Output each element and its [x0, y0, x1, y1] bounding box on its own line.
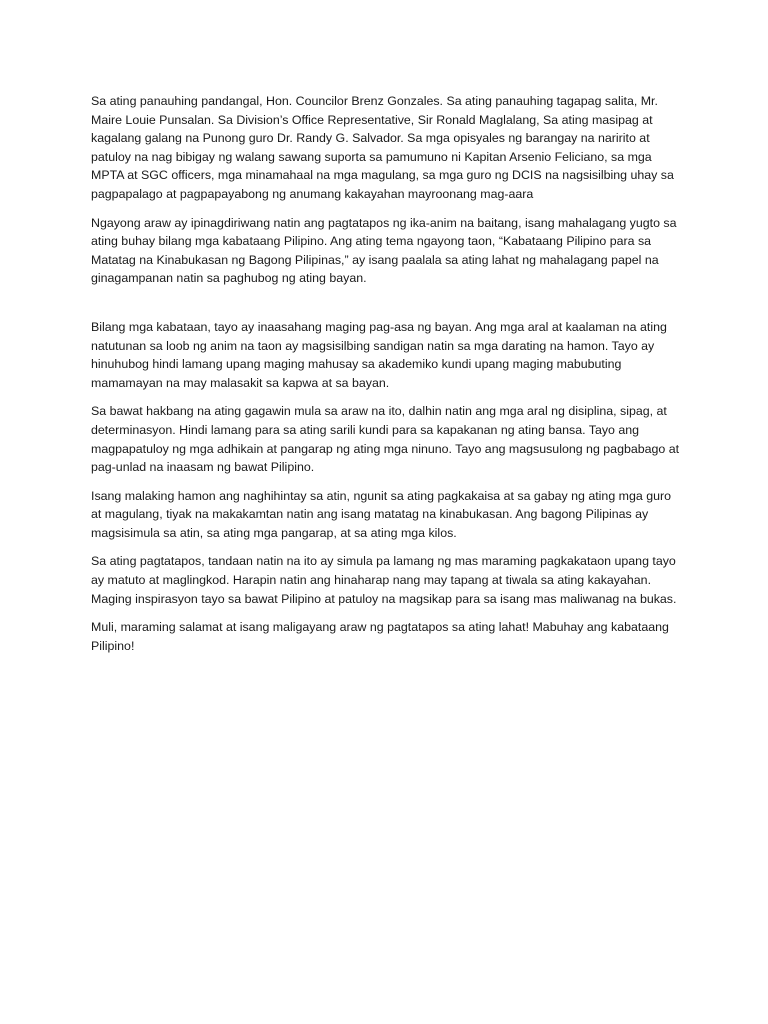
paragraph-beginning: Sa ating pagtatapos, tandaan natin na ito ay simula pa lamang ng mas maraming pagkakataon upang tayo ay matuto at maglingkod. Harapin natin ang hinaharap nang may tapang at tiwala sa ating kakayahan. Maging inspirasyon tayo sa bawat Pilipino at patuloy na magsikap para sa isang mas maliwanag na bukas. — [91, 554, 677, 606]
document-body — [91, 92, 681, 665]
paragraph-youth-hope: Bilang mga kabataan, tayo ay inaasahang maging pag-asa ng bayan. Ang mga aral at kaalaman na ating natutunan sa loob ng anim na taon ay magsisilbing sandigan natin sa mga darating na hamon. Tayo ay hinuhubog hindi lamang upang maging mahusay sa akademiko kundi upang maging mabubuting mamamayan na may malasakit sa kapwa at sa bayan. — [91, 319, 667, 390]
paragraph-challenge: Isang malaking hamon ang naghihintay sa atin, ngunit sa ating pagkakaisa at sa gabay ng ating mga guro at magulang, tiyak na makakamtan natin ang isang matatag na kinabukasan. Ang bagong Pilipinas ay magsisimula sa atin, sa ating mga pangarap, at sa ating mga kilos. — [91, 488, 672, 540]
paragraph-discipline: Sa bawat hakbang na ating gagawin mula sa araw na ito, dalhin natin ang mga aral ng disiplina, sipag, at determinasyon. Hindi lamang para sa ating sarili kundi para sa kapakanan ng ating bansa. Tayo ang magpapatuloy ng mga adhikain at pangarap ng ating mga ninuno. Tayo ang magsusulong ng pagbabago at pag-unlad na inaasam ng bawat Pilipino. — [91, 404, 680, 475]
paragraph-theme: Ngayong araw ay ipinagdiriwang natin ang pagtatapos ng ika-anim na baitang, isang mahalagang yugto sa ating buhay bilang mga kabataang Pilipino. Ang ating tema ngayong taon, “Kabataang Pilipino para sa Matatag na Kinabukasan ng Bagong Pilipinas,” ay isang paalala sa ating lahat ng mahalagang papel na ginagampanan natin sa paghubog ng ating bayan. — [91, 215, 677, 286]
paragraph-greetings: Sa ating panauhing pandangal, Hon. Councilor Brenz Gonzales. Sa ating panauhing tagapag salita, Mr. Maire Louie Punsalan. Sa Division’s Office Representative, Sir Ronald Maglalang, Sa ating masipag at kagalang galang na Punong guro Dr. Randy G. Salvador. Sa mga opisyales ng barangay na naririto at patuloy na nag bibigay ng walang sawang suporta sa pamumuno ni Kapitan Arsenio Feliciano, sa mga MPTA at SGC officers, mga minamahaal na mga magulang, sa mga guro ng DCIS na nagsisilbing uhay sa pagpapalago at pagpapayabong ng anumang kakayahan mayroonang mag-aara — [91, 94, 674, 201]
paragraph-closing: Muli, maraming salamat at isang maligayang araw ng pagtatapos sa ating lahat! Mabuhay ang kabataang Pilipino! — [91, 620, 669, 653]
